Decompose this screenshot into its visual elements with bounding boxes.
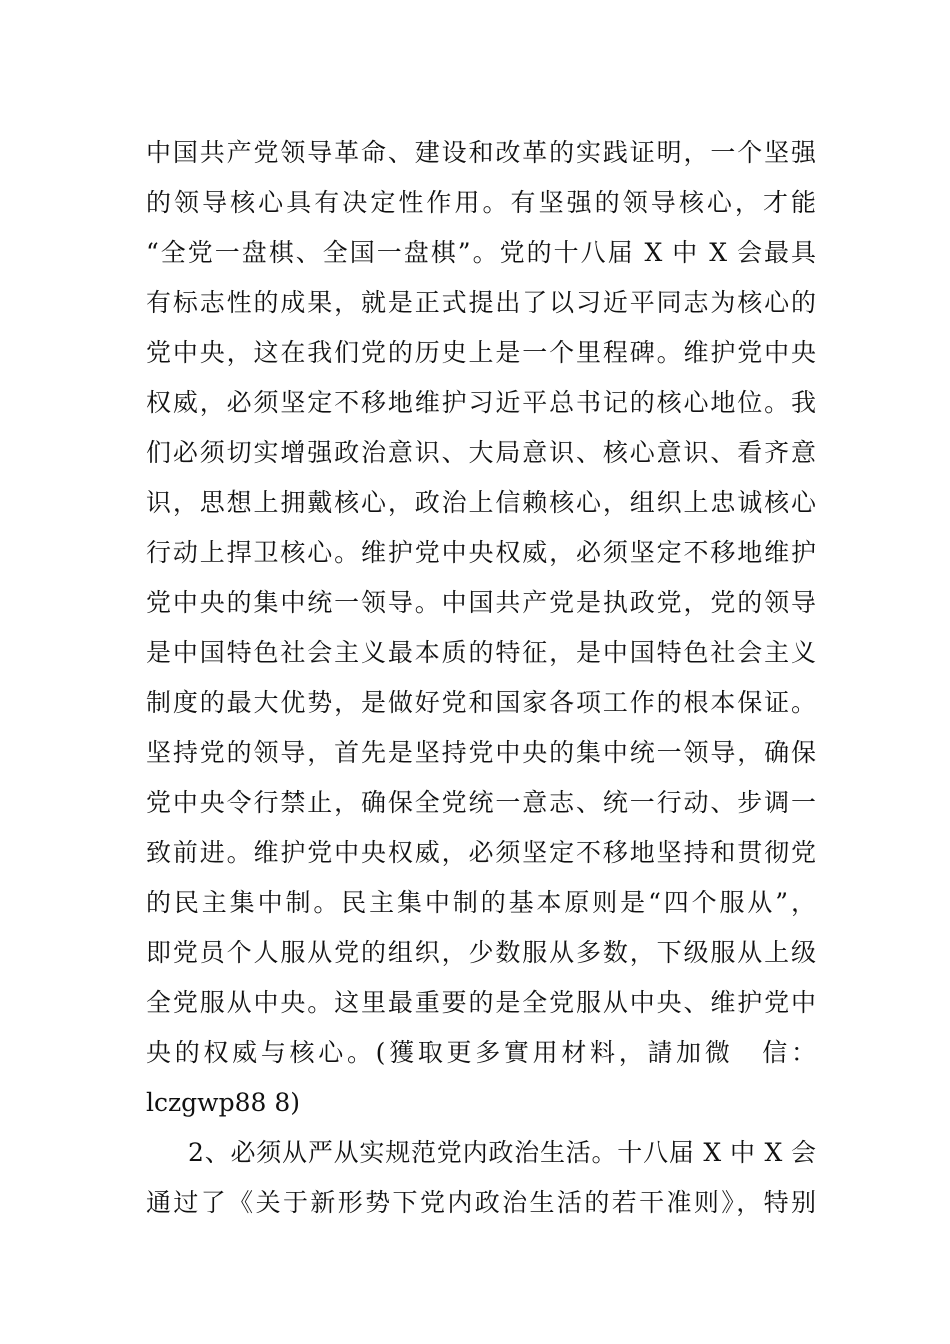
text-line: 央的权威与核心。(獲取更多實用材料，請加微 信： — [146, 1038, 816, 1067]
text-line: 识，思想上拥戴核心，政治上信赖核心，组织上忠诚核心 — [146, 488, 816, 517]
text-line: 全党服从中央。这里最重要的是全党服从中央、维护党中 — [146, 988, 816, 1017]
text-line: 即党员个人服从党的组织，少数服从多数，下级服从上级 — [146, 938, 816, 967]
text-line: 致前进。维护党中央权威，必须坚定不移地坚持和贯彻党 — [146, 838, 816, 867]
text-line: 有标志性的成果，就是正式提出了以习近平同志为核心的 — [146, 288, 816, 317]
text-line: 中国共产党领导革命、建设和改革的实践证明，一个坚强 — [146, 138, 816, 167]
text-line: 权威，必须坚定不移地维护习近平总书记的核心地位。我 — [146, 388, 816, 417]
text-line: 通过了《关于新形势下党内政治生活的若干准则》，特别 — [146, 1188, 816, 1217]
text-line: 党中央的集中统一领导。中国共产党是执政党，党的领导 — [146, 588, 816, 617]
text-line: lczgwp88 8) — [146, 1088, 300, 1117]
text-line: 的民主集中制。民主集中制的基本原则是“四个服从”， — [146, 888, 816, 917]
text-line: 党中央，这在我们党的历史上是一个里程碑。维护党中央 — [146, 338, 816, 367]
text-line: 坚持党的领导，首先是坚持党中央的集中统一领导，确保 — [146, 738, 816, 767]
text-line: 制度的最大优势，是做好党和国家各项工作的根本保证。 — [146, 688, 816, 717]
section-heading-line: 2、必须从严从实规范党内政治生活。十八届 X 中 X 会 — [188, 1138, 816, 1167]
text-line: 行动上捍卫核心。维护党中央权威，必须坚定不移地维护 — [146, 538, 816, 567]
text-line: 的领导核心具有决定性作用。有坚强的领导核心，才能 — [146, 188, 816, 217]
text-line: 是中国特色社会主义最本质的特征，是中国特色社会主义 — [146, 638, 816, 667]
body-text — [146, 128, 816, 1228]
text-line: 党中央令行禁止，确保全党统一意志、统一行动、步调一 — [146, 788, 816, 817]
text-line: “全党一盘棋、全国一盘棋”。党的十八届 X 中 X 会最具 — [146, 238, 816, 267]
text-line: 们必须切实增强政治意识、大局意识、核心意识、看齐意 — [146, 438, 816, 467]
